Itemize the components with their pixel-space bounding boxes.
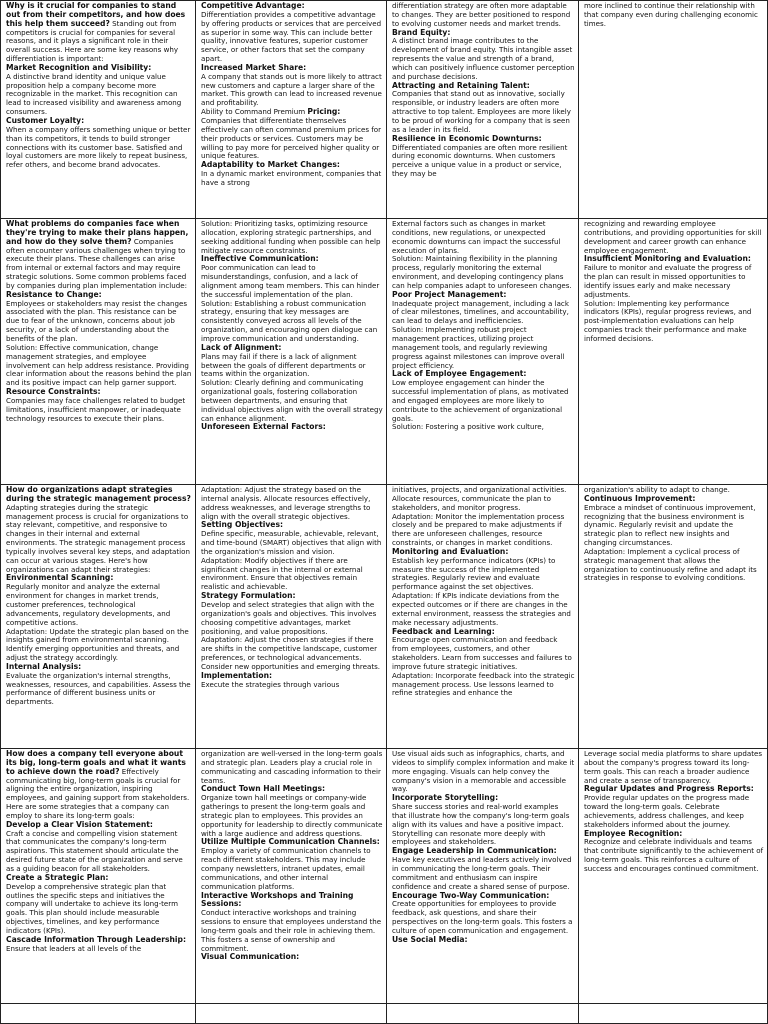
body-text: Differentiation provides a competitive advantage by offering products or services that are perceived as superior in some way. This can include better quality, innovative features, superior customer service, or other factors that set the company apart. — [201, 9, 382, 64]
paragraph — [584, 794, 764, 829]
section-heading: Resource Constraints: — [6, 387, 101, 397]
section-heading: Engage Leadership in Communication: — [392, 846, 557, 856]
body-text: initiatives, projects, and organizational activities. Allocate resources, communicate the plan to stakeholders, and monitor progress. — [392, 485, 567, 512]
body-text: Execute the strategies through various — [201, 679, 340, 689]
paragraph — [392, 379, 575, 423]
section-heading: Environmental Scanning: — [6, 573, 114, 583]
body-text: Companies may face challenges related to budget limitations, insufficient manpower, or inadequate technology resources to execute their plans. — [6, 395, 186, 423]
paragraph — [584, 838, 764, 873]
paragraph — [201, 601, 383, 636]
section-heading: Increased Market Share: — [201, 62, 307, 72]
paragraph — [201, 750, 383, 785]
section-heading: Monitoring and Evaluation: — [392, 546, 509, 556]
paragraph — [201, 636, 383, 671]
paragraph — [392, 2, 575, 29]
table-cell — [387, 0, 579, 219]
body-text: When a company offers something unique or better than its competitors, it tends to build stronger connections with its customer base. Satisfied and loyal customers are more likely to repeat business, refer others, and become brand advocates. — [6, 124, 191, 170]
table-cell — [0, 0, 196, 219]
table-cell — [0, 485, 196, 749]
body-text: Establish key performance indicators (KPIs) to measure the success of the implemented strategies. Regularly review and evaluate performance against the set objectives. — [392, 555, 556, 592]
body-text: Recognize and celebrate individuals and teams that contribute significantly to the achievement of long-term goals. This reinforces a culture of success and encourages continued commitment. — [584, 837, 764, 873]
body-text: Embrace a mindset of continuous improvement, recognizing that the business environment is dynamic. Regularly revisit and update the strategic plan to reflect new insights and changing circumstances. — [584, 502, 756, 548]
body-text: Differentiated companies are often more resilient during economic downturns. When customers perceive a unique value in a product or service, they may be — [392, 142, 568, 179]
section-heading: Incorporate Storytelling: — [392, 793, 499, 803]
section-heading: Employee Recognition: — [584, 828, 683, 838]
section-heading: Setting Objectives: — [201, 520, 284, 530]
body-text: In a dynamic market environment, companies that have a strong — [201, 169, 382, 187]
table-cell — [387, 1004, 579, 1024]
body-text: Adaptation: Adjust the strategy based on the internal analysis. Allocate resources effectively, address weaknesses, and leverage strengths to align with the overall strategic objectives. — [201, 485, 371, 521]
section-heading: Competitive Advantage: — [201, 1, 305, 10]
body-text: Adaptation: If KPIs indicate deviations from the expected outcomes or if there are changes in the external environment, reassess the strategies and make necessary adjustments. — [392, 591, 571, 627]
body-text: Employ a variety of communication channels to reach different stakeholders. This may include company newsletters, intranet updates, email communications, and other internal communication platforms. — [201, 846, 371, 891]
section-heading: Poor Project Management: — [392, 289, 507, 299]
body-text: Encourage open communication and feedback from employees, customers, and other stakeholders. Learn from successes and failures to improve future strategic initiatives. — [392, 635, 572, 671]
section-heading: Create a Strategic Plan: — [6, 872, 109, 882]
section-heading: Conduct Town Hall Meetings: — [201, 784, 326, 794]
table-cell — [387, 219, 579, 485]
question-heading: Pricing: — [307, 107, 341, 117]
question-heading: What problems do companies face when they're trying to make their plans happen, and how do they solve them? — [6, 219, 189, 246]
paragraph — [201, 300, 383, 344]
body-text: Use visual aids such as infographics, charts, and videos to simplify complex information and make it more engaging. Visuals can help convey the company's vision in a memorable and accessible way. — [392, 749, 575, 794]
paragraph — [392, 513, 575, 548]
body-text: Ensure that leaders at all levels of the — [6, 943, 142, 953]
section-heading: Market Recognition and Visibility: — [6, 62, 152, 72]
section-heading: Customer Loyalty: — [6, 115, 85, 125]
table-cell — [0, 1004, 196, 1024]
table-cell — [0, 219, 196, 485]
table-cell — [196, 0, 387, 219]
body-text: organization are well-versed in the long-term goals and strategic plan. Leaders play a crucial role in communicating and cascading information to their teams. — [201, 749, 383, 785]
paragraph — [201, 73, 383, 108]
body-text: Solution: Maintaining flexibility in the planning process, regularly monitoring the external environment, and developing contingency plans can help companies adapt to unforeseen changes. — [392, 254, 572, 290]
paragraph — [201, 909, 383, 953]
body-text: Solution: Fostering a positive work culture, — [392, 422, 544, 432]
body-text: Low employee engagement can hinder the successful implementation of plans, as motivated and engaged employees are more likely to contribute to the achievement of organizational goals. — [392, 378, 569, 423]
table-cell — [387, 485, 579, 749]
paragraph — [6, 830, 192, 874]
paragraph — [392, 672, 575, 699]
paragraph — [201, 379, 383, 423]
paragraph — [392, 144, 575, 179]
section-heading: Develop a Clear Vision Statement: — [6, 819, 153, 829]
paragraph — [584, 2, 764, 29]
body-text: Provide regular updates on the progress made toward the long-term goals. Celebrate achievements, address challenges, and keep stakeholders informed about the journey. — [584, 793, 750, 829]
paragraph — [6, 397, 192, 424]
body-text: Define specific, measurable, achievable, relevant, and time-bound (SMART) objectives that align with the organization's mission and vision. — [201, 529, 382, 556]
paragraph — [201, 11, 383, 64]
paragraph — [6, 628, 192, 663]
paragraph — [201, 353, 383, 380]
table-cell — [196, 485, 387, 749]
section-heading: Use Social Media: — [392, 934, 468, 944]
paragraph — [201, 530, 383, 557]
table-cell — [579, 1004, 768, 1024]
paragraph — [201, 220, 383, 255]
section-heading: Ineffective Communication: — [201, 254, 319, 264]
paragraph — [201, 264, 383, 299]
body-text: Adaptation: Incorporate feedback into the strategic management process. Use lessons learned to refine strategies and enhance the — [392, 670, 575, 698]
paragraph — [6, 883, 192, 936]
body-text: Organize town hall meetings or company-wide gatherings to present the long-term goals and strategic plan to employees. This provides an opportunity for leadership to directly communicate with a large audience and address questions. — [201, 793, 383, 838]
paragraph — [584, 504, 764, 548]
section-heading: Interactive Workshops and Training Sessions: — [201, 890, 354, 909]
paragraph — [6, 300, 192, 344]
section-heading: Continuous Improvement: — [584, 493, 696, 503]
section-heading: Resistance to Change: — [6, 289, 102, 299]
paragraph — [201, 847, 383, 891]
body-text: Create opportunities for employees to provide feedback, ask questions, and share their perspectives on the long-term goals. This fosters a culture of open communication and engagement. — [392, 899, 573, 935]
body-text: Conduct interactive workshops and training sessions to ensure that employees understand the long-term goals and their role in achieving them. This fosters a sense of ownership and commitment. — [201, 908, 382, 953]
paragraph — [201, 557, 383, 592]
paragraph — [392, 255, 575, 290]
question-heading: Why is it crucial for companies to stand out from their competitors, and how does this help them succeed? — [6, 1, 186, 28]
body-text: Plans may fail if there is a lack of alignment between the goals of different departments or teams within the organization. — [201, 351, 366, 379]
paragraph — [392, 900, 575, 935]
body-text: Failure to monitor and evaluate the progress of the plan can result in missed opportunities to identify issues early and make necessary adjustments. — [584, 263, 752, 299]
paragraph — [392, 557, 575, 592]
body-text: Solution: Establishing a robust communication strategy, ensuring that key messages are consistently conveyed across all levels of the organization, and encouraging open dialogue can improve communication and understanding. — [201, 298, 378, 343]
body-text: Regularly monitor and analyze the external environment for changes in market trends, customer preferences, technological advancements, regulatory developments, and competitive actions. — [6, 582, 171, 627]
paragraph — [392, 856, 575, 891]
paragraph — [584, 220, 764, 255]
body-text: Adaptation: Modify objectives if there are significant changes in the internal or external environment. Ensure that objectives remain realistic and achievable. — [201, 555, 363, 592]
section-heading: Visual Communication: — [201, 952, 300, 962]
paragraph — [392, 90, 575, 134]
body-text: more inclined to continue their relationship with that company even during challenging economic times. — [584, 1, 758, 28]
body-text: organization's ability to adapt to change. — [584, 485, 730, 494]
question-heading: How does a company tell everyone about its big, long-term goals and what it wants to achieve down the road? — [6, 749, 186, 776]
table-cell — [196, 1004, 387, 1024]
table-cell — [579, 219, 768, 485]
table-cell — [0, 749, 196, 1004]
section-heading: Internal Analysis: — [6, 661, 82, 671]
table-cell — [579, 0, 768, 219]
body-text: Employees or stakeholders may resist the changes associated with the plan. This resistance can be due to fear of the unknown, concerns about job security, or a lack of understanding about the benefits of the plan. — [6, 298, 188, 343]
section-heading: Encourage Two-Way Communication: — [392, 890, 550, 900]
body-text: Companies often encounter various challenges when trying to execute their plans. These challenges can arise from internal or external factors and may require strategic solutions. Some common problems faced by companies during plan implementation include: — [6, 236, 188, 290]
paragraph — [201, 170, 383, 188]
paragraph — [584, 750, 764, 785]
section-heading: Strategy Formulation: — [201, 591, 296, 601]
section-heading: Lack of Employee Engagement: — [392, 369, 527, 379]
section-heading: Insufficient Monitoring and Evaluation: — [584, 254, 751, 264]
body-text: Adaptation: Monitor the implementation process closely and be prepared to make adjustments if there are unforeseen challenges, resource constraints, or changes in market conditions. — [392, 511, 565, 548]
paragraph — [392, 803, 575, 847]
table-cell — [196, 219, 387, 485]
body-text: Have key executives and leaders actively involved in communicating the long-term goals. Their commitment and enthusiasm can inspire confidence and create a shared sense of purpose. — [392, 855, 572, 891]
body-text: Adaptation: Update the strategic plan based on the insights gained from environmental scanning. Identify emerging opportunities and threats, and adjust the strategy accordingly. — [6, 626, 189, 663]
body-text: Adapting strategies during the strategic management process is crucial for organizations to stay relevant, competitive, and responsive to changes in their internal and external environments. The strategic management process typically involves several key steps, and adaptation can occur at various stages. Here's how organizations can adapt their strategies: — [6, 502, 190, 574]
body-text: Evaluate the organization's internal strengths, weaknesses, resources, and capabilities. Assess the performance of different business units or departments. — [6, 670, 191, 707]
paragraph — [6, 2, 192, 64]
body-text: Companies that differentiate themselves effectively can often command premium prices for their products or services. Customers may be willing to pay more for perceived higher quality or unique features. — [201, 115, 382, 161]
question-heading: How do organizations adapt strategies during the strategic management process? — [6, 485, 191, 503]
section-heading: Attracting and Retaining Talent: — [392, 80, 530, 90]
section-heading: Unforeseen External Factors: — [201, 422, 326, 432]
paragraph — [201, 794, 383, 838]
body-text: A distinctive brand identity and unique value proposition help a company become more recognizable in the market. This recognition can lead to increased visibility and awareness among consumers. — [6, 71, 182, 117]
body-text: Leverage social media platforms to share updates about the company's progress toward its long-term goals. This can reach a broader audience and create a sense of transparency. — [584, 749, 763, 785]
paragraph — [392, 486, 575, 513]
paragraph — [392, 592, 575, 627]
body-text: Solution: Clearly defining and communicating organizational goals, fostering collaboration between departments, and ensuring that individual objectives align with the overall strategy can enhance alignment. — [201, 378, 383, 423]
body-text: Adaptation: Implement a cyclical process of strategic management that allows the organization to continuously refine and adapt its strategies in response to evolving conditions. — [584, 546, 757, 583]
section-heading: Resilience in Economic Downturns: — [392, 133, 542, 143]
paragraph — [6, 486, 192, 574]
body-text: Develop and select strategies that align with the organization's goals and objectives. This involves choosing competitive advantages, market positioning, and value propositions. — [201, 599, 377, 636]
section-heading: Adaptability to Market Changes: — [201, 160, 340, 170]
section-heading: Cascade Information Through Leadership: — [6, 934, 186, 944]
section-heading: Utilize Multiple Communication Channels: — [201, 837, 380, 847]
paragraph — [584, 300, 764, 344]
body-text: External factors such as changes in market conditions, new regulations, or unexpected economic downturns can impact the successful execution of plans. — [392, 219, 561, 255]
paragraph — [392, 423, 575, 432]
paragraph — [6, 945, 192, 954]
table-cell — [579, 749, 768, 1004]
paragraph — [6, 73, 192, 117]
paragraph — [6, 583, 192, 627]
body-text: Companies that stand out as innovative, socially responsible, or industry leaders are often more attractive to top talent. Employees are more likely to be proud of working for a company that is seen as a leader in its field. — [392, 89, 571, 134]
section-heading: Feedback and Learning: — [392, 626, 495, 636]
paragraph — [392, 300, 575, 327]
paragraph — [6, 344, 192, 388]
table-cell — [196, 749, 387, 1004]
paragraph — [201, 117, 383, 161]
section-heading: Regular Updates and Progress Reports: — [584, 784, 754, 794]
paragraph — [6, 220, 192, 291]
section-heading: Implementation: — [201, 670, 273, 680]
body-text: Craft a concise and compelling vision statement that communicates the company's long-term aspirations. This statement should articulate the desired future state of the organization and serve as a guiding beacon for all stakeholders. — [6, 828, 183, 873]
paragraph — [201, 681, 383, 690]
paragraph — [6, 750, 192, 821]
paragraph — [201, 486, 383, 521]
paragraph — [392, 220, 575, 255]
paragraph — [6, 672, 192, 707]
body-text: Adaptation: Adjust the chosen strategies if there are shifts in the competitive landscape, customer preferences, or technological advancements. Consider new opportunities and emerging threats. — [201, 635, 381, 671]
body-text: Ability to Command Premium — [201, 107, 308, 117]
body-text: Solution: Effective communication, change management strategies, and employee involvement can help address resistance. Providing clear information about the reasons behind the plan and its positive impact can help garner support. — [6, 342, 192, 388]
paragraph — [392, 37, 575, 81]
paragraph — [584, 264, 764, 299]
body-text: Share success stories and real-world examples that illustrate how the company's long-term goals align with its values and have a positive impact. Storytelling can resonate more deeply with employees and stakeholders. — [392, 802, 570, 847]
body-text: Solution: Prioritizing tasks, optimizing resource allocation, exploring strategic partnerships, and seeking additional funding when possible can help mitigate resource constraints. — [201, 219, 381, 255]
table-cell — [579, 485, 768, 749]
body-text: A distinct brand image contributes to the development of brand equity. This intangible asset represents the value and strength of a brand, which can positively influence customer perception and purchase decisions. — [392, 36, 575, 81]
body-text: A company that stands out is more likely to attract new customers and capture a larger share of the market. This growth can lead to increased revenue and profitability. — [201, 71, 382, 108]
body-text: Solution: Implementing key performance indicators (KPIs), regular progress reviews, and post-implementation evaluations can help companies track their performance and make informed decisions. — [584, 298, 752, 343]
body-text: recognizing and rewarding employee contributions, and providing opportunities for skill development and career growth can enhance employee engagement. — [584, 219, 762, 255]
body-text: Solution: Implementing robust project management practices, utilizing project management tools, and regularly reviewing progress against milestones can improve overall project efficiency. — [392, 325, 565, 370]
section-heading: Lack of Alignment: — [201, 342, 282, 352]
paragraph — [392, 326, 575, 370]
paragraph — [392, 750, 575, 794]
body-text: differentiation strategy are often more adaptable to changes. They are better positioned to respond to evolving customer needs and market trends. — [392, 1, 571, 28]
body-text: Inadequate project management, including a lack of clear milestones, timelines, and accountability, can lead to delays and inefficiencies. — [392, 298, 569, 326]
paragraph — [6, 126, 192, 170]
body-text: Standing out from competitors is crucial for companies for several reasons, and it plays a significant role in their overall success. Here are some key reasons why differentiation is important: — [6, 18, 179, 64]
body-text: Poor communication can lead to misunderstandings, confusion, and a lack of alignment among team members. This can hinder the successful implementation of the plan. — [201, 263, 380, 299]
table-cell — [387, 749, 579, 1004]
body-text: Develop a comprehensive strategic plan that outlines the specific steps and initiatives the company will undertake to achieve its long-term goals. This plan should include measurable objectives, timelines, and key performance indicators (KPIs). — [6, 881, 178, 935]
section-heading: Brand Equity: — [392, 27, 451, 37]
body-text: Effectively communicating big, long-term goals is crucial for aligning the entire organization, inspiring employees, and gaining support from stakeholders. Here are some strategies that a company can employ to share its long-term goals: — [6, 766, 190, 820]
paragraph — [392, 636, 575, 671]
paragraph — [584, 548, 764, 583]
